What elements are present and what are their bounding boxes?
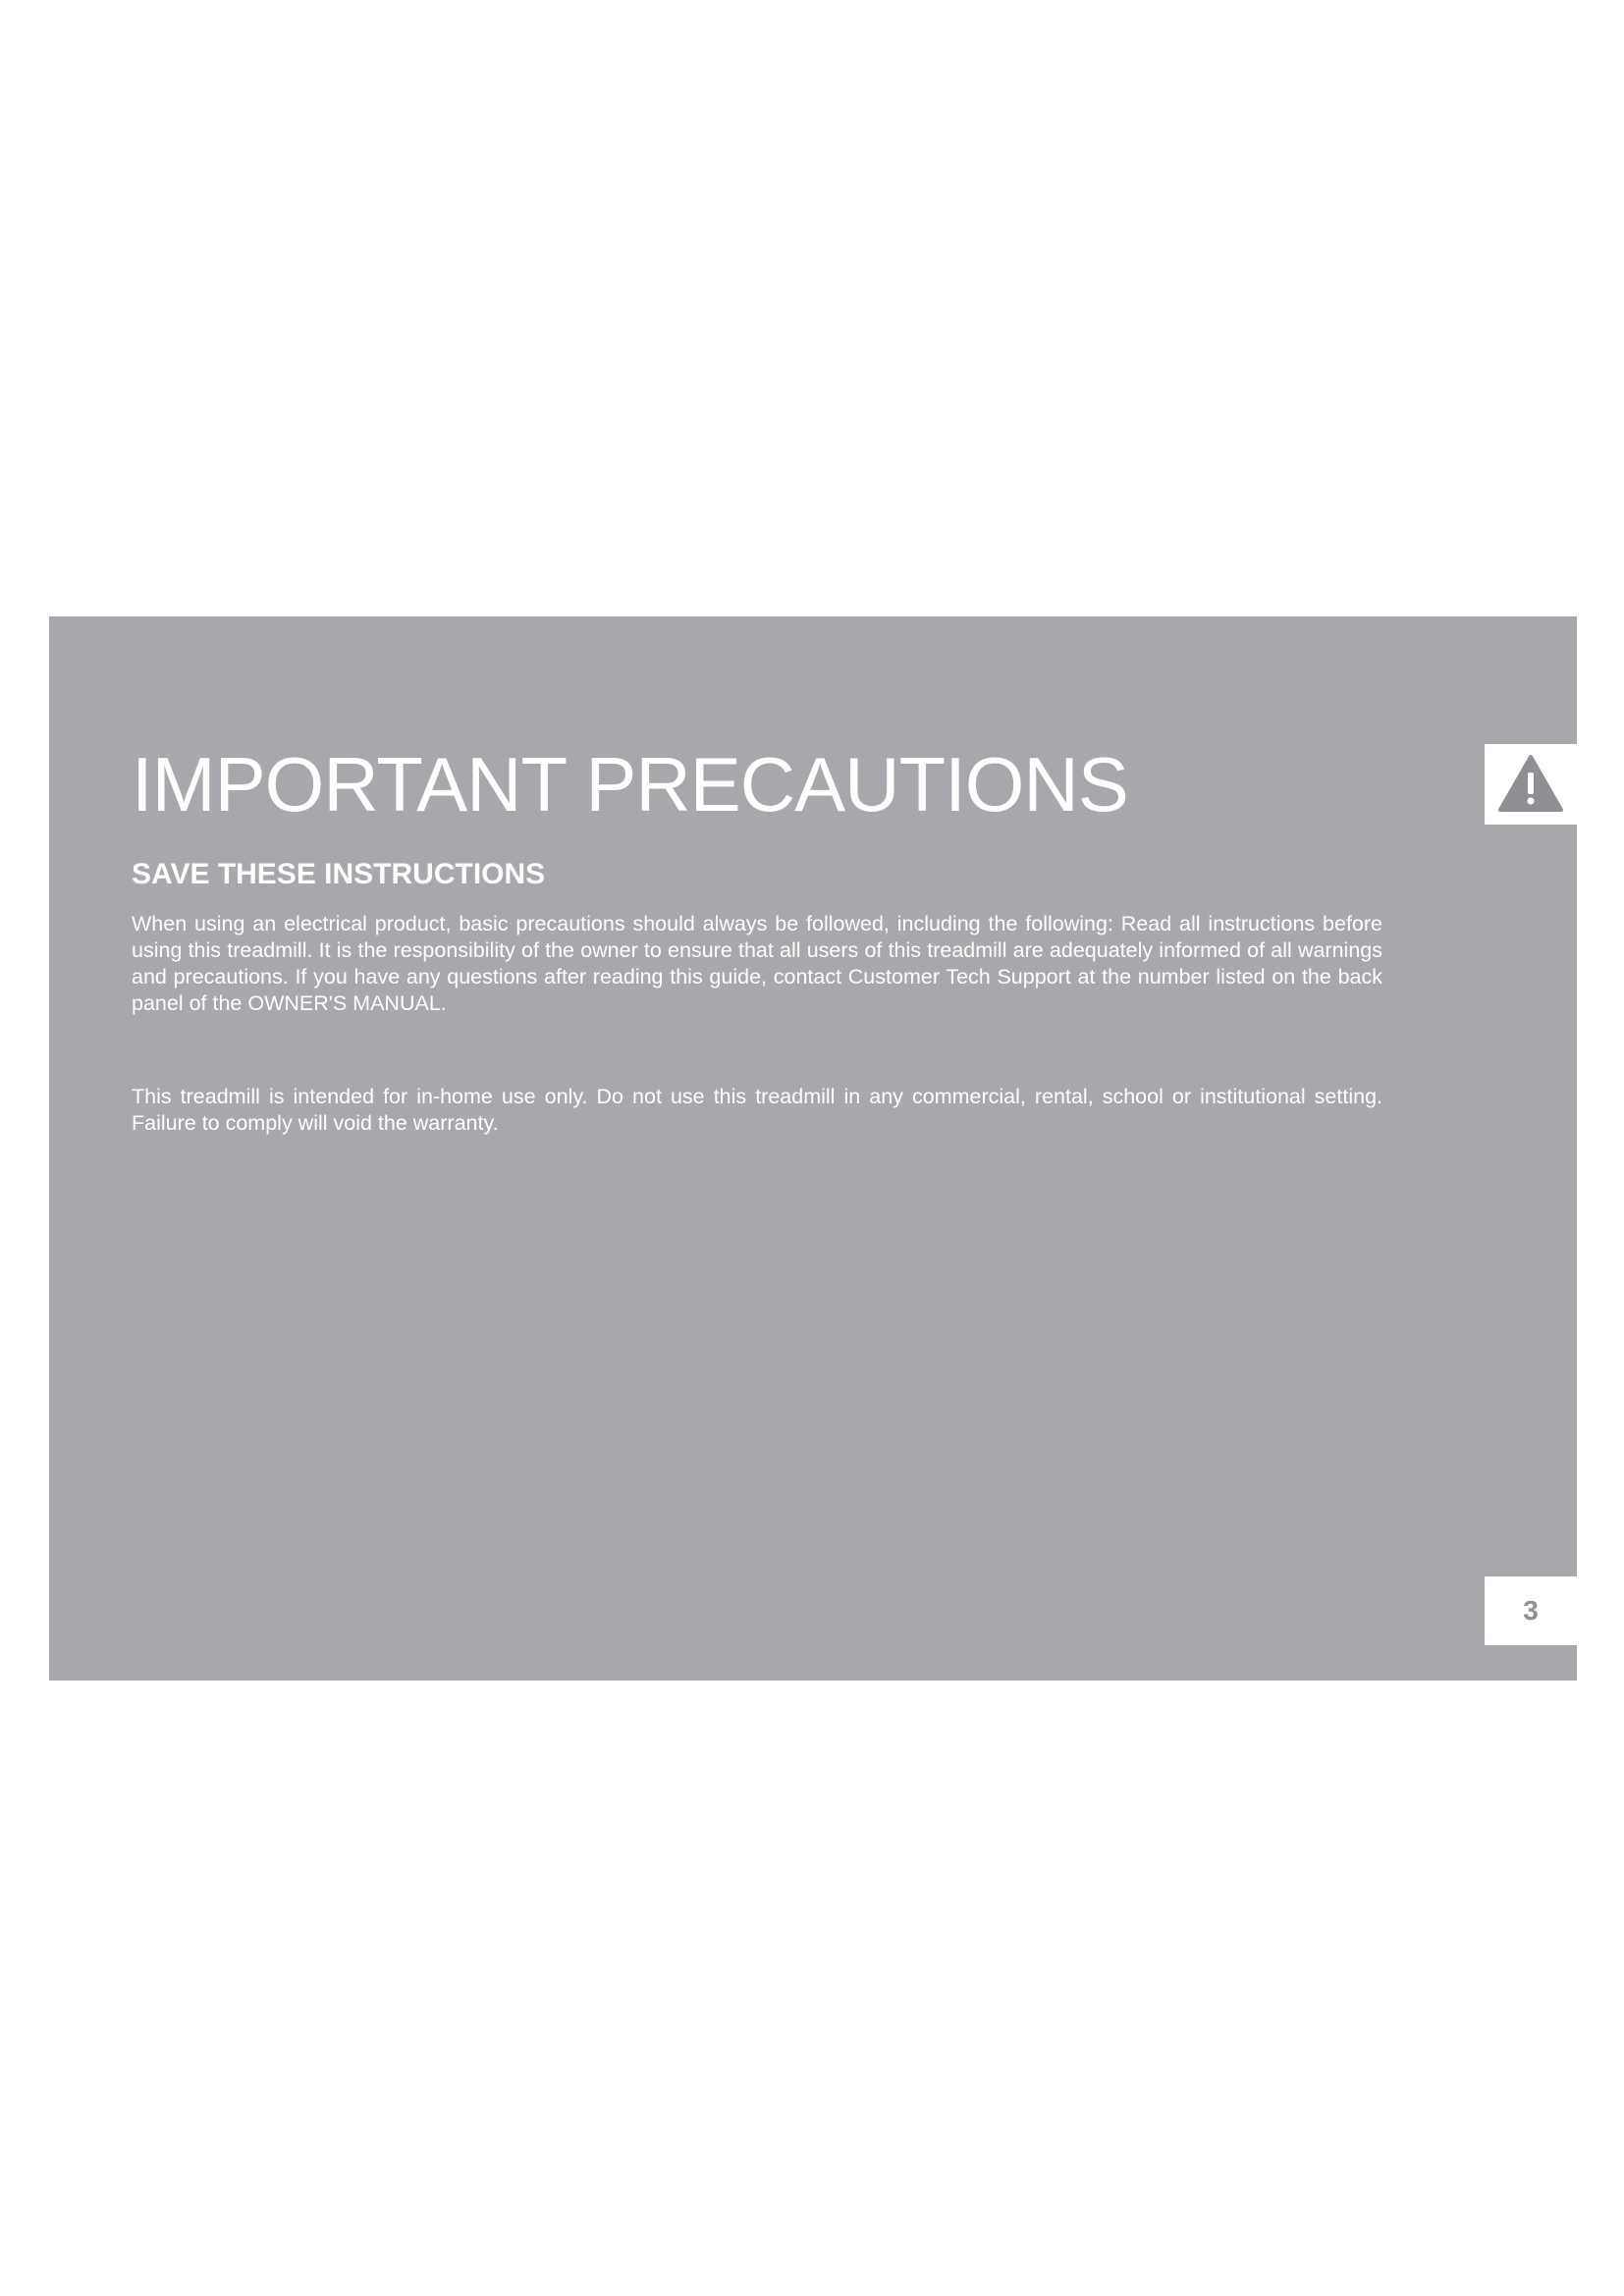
precautions-panel bbox=[49, 616, 1577, 1681]
page-number: 3 bbox=[1523, 1595, 1539, 1626]
section-subtitle: SAVE THESE INSTRUCTIONS bbox=[132, 858, 546, 890]
page-title: IMPORTANT PRECAUTIONS bbox=[132, 741, 1128, 828]
warning-tab bbox=[1485, 744, 1577, 825]
precautions-paragraph: When using an electrical product, basic precautions should always be followed, including the following: Read all instructions before using this treadmill. It is the responsibility of the owner to ensure that all users of this treadmill are adequately informed of all warnings and precautions. If you have any questions after reading this guide, contact Customer Tech Support at the number listed on the back panel of the OWNER'S MANUAL. bbox=[132, 912, 1382, 1015]
warning-triangle-icon bbox=[1497, 754, 1564, 813]
page-number-tab bbox=[1485, 1576, 1577, 1645]
usage-notice-paragraph: This treadmill is intended for in-home use only. Do not use this treadmill in any commercial, rental, school or institutional setting. Failure to comply will void the warranty. bbox=[132, 1085, 1382, 1135]
